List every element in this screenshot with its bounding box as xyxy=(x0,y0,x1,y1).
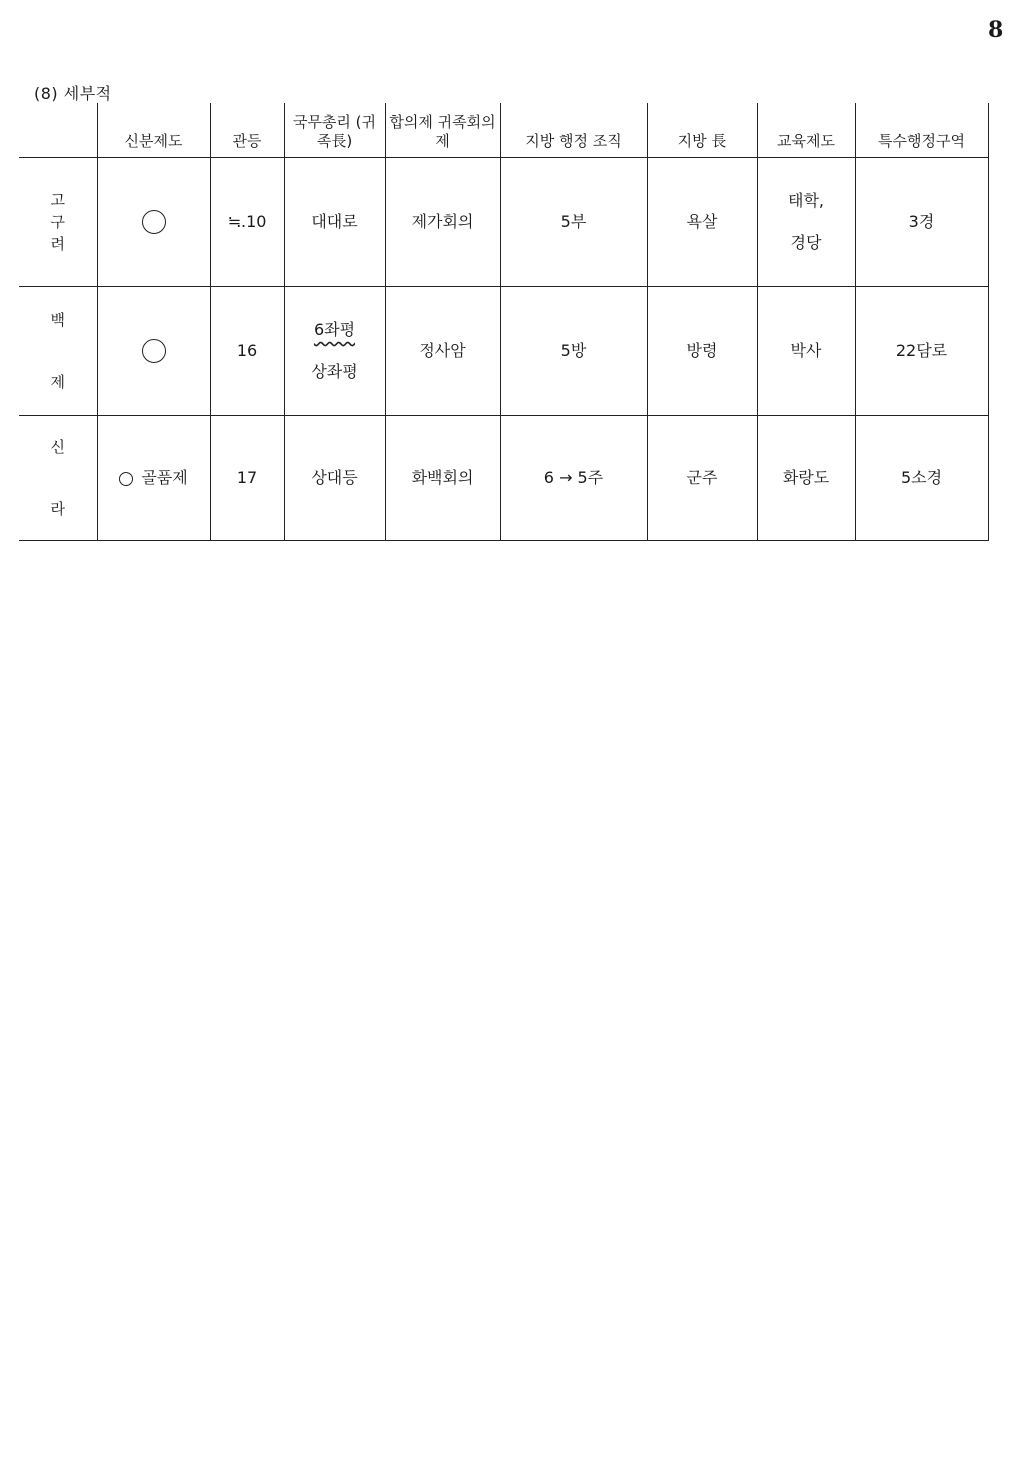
special-district-cell: 3경 xyxy=(855,158,988,287)
header-council: 합의제 귀족회의제 xyxy=(385,103,500,158)
status-system-cell xyxy=(97,287,210,416)
local-head-cell: 욕살 xyxy=(647,158,757,287)
prime-minister-line: 대대로 xyxy=(311,212,358,231)
header-row xyxy=(19,103,988,158)
line-gap xyxy=(19,351,97,371)
line-gap xyxy=(760,212,853,232)
row-label-silla xyxy=(19,416,97,541)
ranks-cell: 16 xyxy=(210,287,284,416)
status-system-cell xyxy=(97,416,210,541)
local-head-cell: 방령 xyxy=(647,287,757,416)
status-system-cell xyxy=(97,158,210,287)
prime-minister-cell xyxy=(284,158,385,287)
row-label-char: 구 xyxy=(50,213,65,231)
education-line: 화랑도 xyxy=(782,468,830,487)
table-row xyxy=(19,158,988,287)
prime-minister-line: 상대등 xyxy=(311,468,358,487)
special-district-cell: 22담로 xyxy=(855,287,988,416)
education-cell xyxy=(757,416,855,541)
row-label-char: 신 xyxy=(50,438,65,456)
header-local-admin: 지방 행정 조직 xyxy=(500,103,647,158)
council-cell: 제가회의 xyxy=(385,158,500,287)
local-admin-cell: 5방 xyxy=(500,287,647,416)
education-line: 경당 xyxy=(790,233,822,252)
line-gap xyxy=(19,458,97,478)
local-admin-cell: 5부 xyxy=(500,158,647,287)
education-line: 박사 xyxy=(790,341,822,360)
council-cell: 화백회의 xyxy=(385,416,500,541)
section-title: (8) 세부적 xyxy=(34,84,112,103)
header-corner xyxy=(19,103,97,158)
council-cell: 정사암 xyxy=(385,287,500,416)
prime-minister-cell xyxy=(284,416,385,541)
row-label-char: 려 xyxy=(50,235,65,253)
education-cell xyxy=(757,158,855,287)
header-prime-minister: 국무총리 (귀족長) xyxy=(284,103,385,158)
row-label-goguryeo xyxy=(19,158,97,287)
header-ranks: 관등 xyxy=(210,103,284,158)
circle-mark xyxy=(142,339,166,363)
page-number: 8 xyxy=(988,17,1004,43)
header-education: 교육제도 xyxy=(757,103,855,158)
kingdom-comparison-table xyxy=(19,103,989,541)
status-system-text: 골품제 xyxy=(141,468,188,487)
ranks-cell: 17 xyxy=(210,416,284,541)
prime-minister-cell xyxy=(284,287,385,416)
row-label-char: 라 xyxy=(50,500,65,518)
row-label-baekje xyxy=(19,287,97,416)
header-local-head: 지방 長 xyxy=(647,103,757,158)
line-gap xyxy=(19,478,97,498)
local-admin-cell: 6 → 5주 xyxy=(500,416,647,541)
header-special-district: 특수행정구역 xyxy=(855,103,988,158)
table-row xyxy=(19,287,988,416)
row-label-char: 제 xyxy=(50,373,65,391)
line-gap xyxy=(287,341,383,361)
ranks-cell: ≒.10 xyxy=(210,158,284,287)
prime-minister-line: 상좌평 xyxy=(311,362,358,381)
line-gap xyxy=(19,331,97,351)
prime-minister-line: 6좌평 xyxy=(313,320,356,339)
table-row xyxy=(19,416,988,541)
circle-mark xyxy=(119,472,133,486)
special-district-cell: 5소경 xyxy=(855,416,988,541)
circle-mark xyxy=(142,210,166,234)
row-label-char: 고 xyxy=(50,191,65,209)
row-label-char: 백 xyxy=(50,311,65,329)
education-line: 태학, xyxy=(788,191,824,210)
education-cell xyxy=(757,287,855,416)
header-status-system: 신분제도 xyxy=(97,103,210,158)
local-head-cell: 군주 xyxy=(647,416,757,541)
